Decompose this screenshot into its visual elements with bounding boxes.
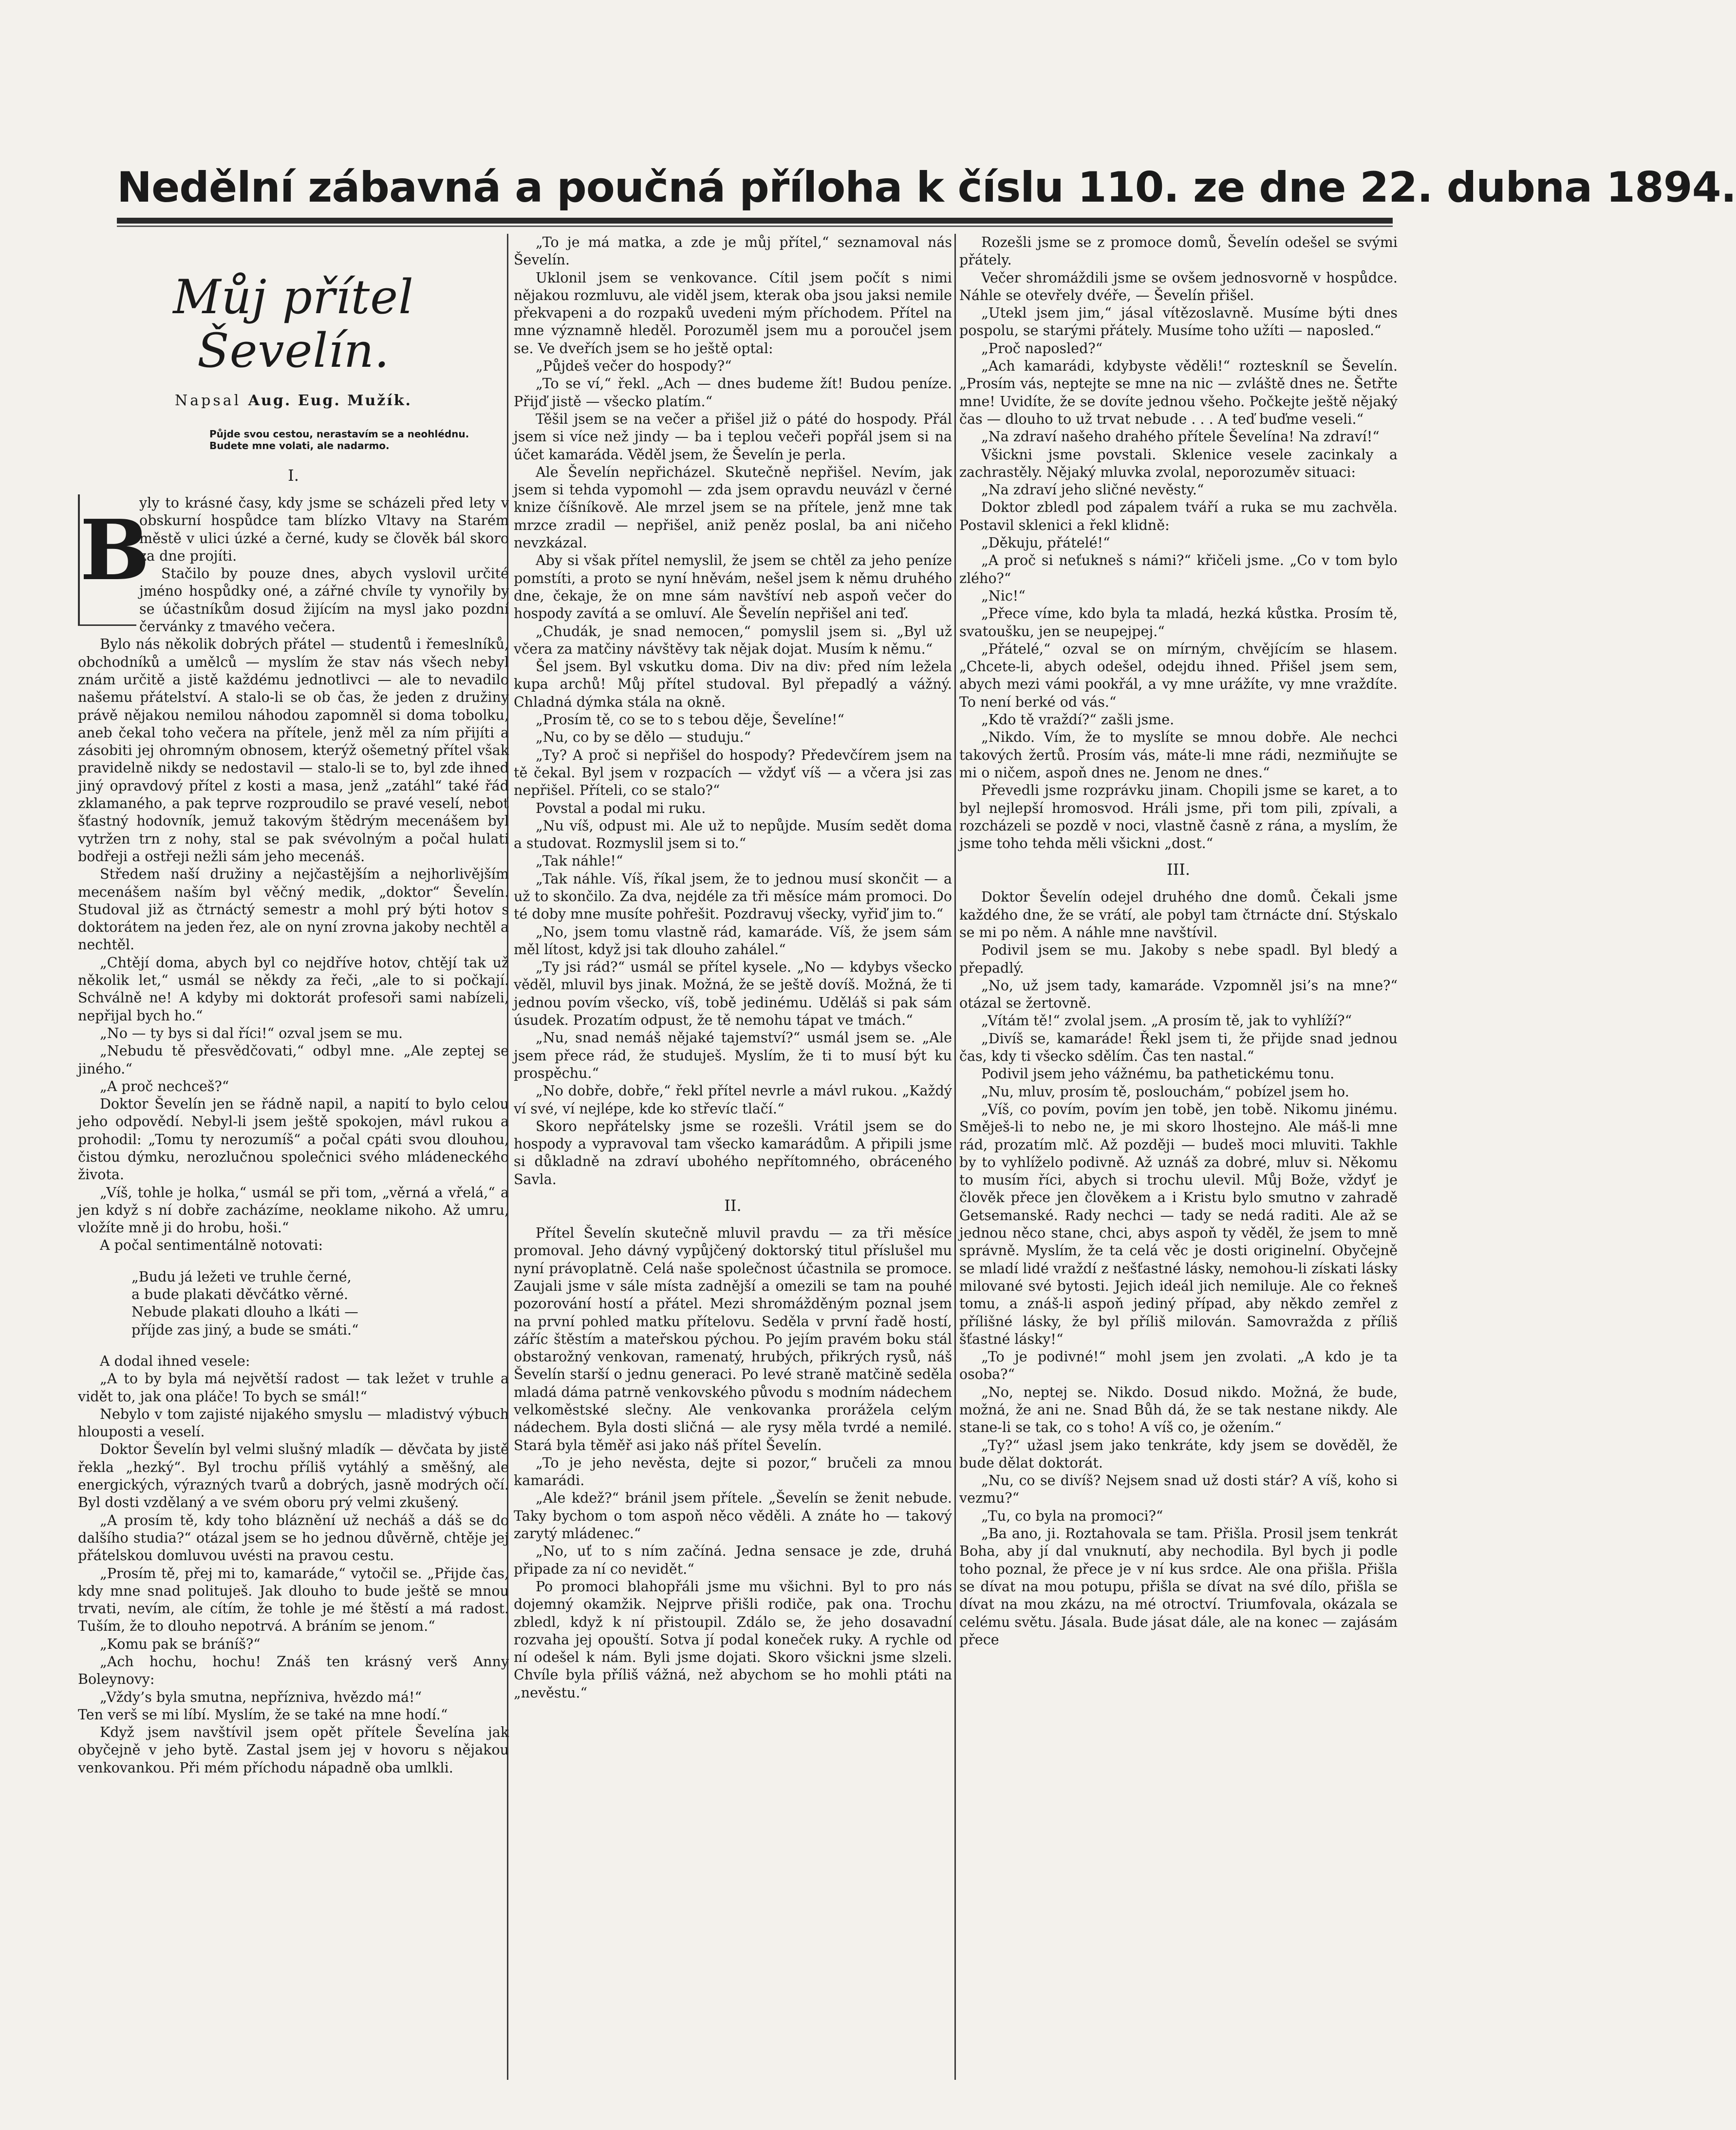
story-title: Můj přítel Ševelín. [173, 270, 414, 378]
paragraph: Uklonil jsem se venkovance. Cítil jsem počít s nimi nějakou rozmluvu, ale viděl jsem, kterak oba jsou jaksi nemile překvapeni a do rozpaků uvedeni mým příchodem. Přítel na mne významně hleděl. Porozuměl jsem mu a poroučel jsem se. Ve dveřích jsem se ho ještě optal: [514, 269, 952, 357]
paragraph: Přítel Ševelín skutečně mluvil pravdu — za tři měsíce promoval. Jeho dávný vypůjčený doktorský titul příslušel mu nyní právoplatně. Celá naše společnost účastnila se promoce. Zaujali jsme v sále místa zadnější a omezili se tam na pouhé pozorování hostí a přátel. Mezi shromážděným poznal jsem na první pohled matku přítelovu. Seděla v první řadě hostí, záříc štěstím a mateřskou pýchou. Po jejím pravém boku stál obstarožný venkovan, ramenatý, hrubých, přikrých rysů, náš Ševelín starší o jednu generaci. Po levé straně matčině seděla mladá dáma patrně venkovského původu s modním nádechem velkoměstské slečny. Ale venkovanka prorážela celým nádechem. Byla dosti sličná — ale rysy měla tvrdé a nemilé. Stará byla těměř asi jako náš přítel Ševelín. [514, 1225, 952, 1453]
paragraph: Ale Ševelín nepřicházel. Skutečně nepřišel. Nevím, jak jsem si tehda vypomohl — zda jsem opravdu neuvázl v černé knize číšníkově. Ale mrzel jsem se na přítele, jenž mne tak mrzce zradil — nepřišel, aniž peněz poslal, ba ani ničeho nevzkázal. [514, 464, 952, 551]
paragraph: „Komu pak se bráníš?“ [100, 1636, 261, 1652]
paragraph: „Nic!“ [981, 587, 1026, 604]
paragraph: „Nu, co se divíš? Nejsem snad už dosti stár? A víš, koho si vezmu?“ [959, 1472, 1398, 1507]
paragraph: „Utekl jsem jim,“ jásal vítězoslavně. Musíme býti dnes pospolu, se starými přátely. Musíme toho užíti — naposled.“ [959, 305, 1398, 339]
motto: Půjde svou cestou, nerastavím se a neohlédnu. Budete mne volati, ale nadarmo. [209, 428, 469, 452]
paragraph: „To je jeho nevěsta, dejte si pozor,“ bručeli za mnou kamarádi. [514, 1454, 952, 1489]
poem-line: „Budu já ležeti ve truhle černé, [131, 1268, 352, 1285]
paragraph: Aby si však přítel nemyslil, že jsem se chtěl za jeho peníze pomstíti, a proto se nyní hněvám, nešel jsem k němu druhého dne, čekaje, že on mne sám navštíví neb aspoň večer do hospody zavítá a se omluví. Ale Ševelín nepřišel ani teď. [514, 552, 952, 622]
paragraph: „Na zdraví našeho drahého přítele Ševelína! Na zdraví!“ [981, 429, 1380, 445]
poem-line: příjde zas jiný, a bude se smáti.“ [131, 1321, 359, 1338]
paragraph: Stačilo by pouze dnes, abych vyslovil určité jméno hospůdky oné, a zářné chvíle ty vynořily by se účastníkům dosud žijícím na mysl jako pozdní červánky z tmavého večera. [139, 565, 509, 635]
paragraph: yly to krásné časy, kdy jsme se scházeli před lety v obskurní hospůdce tam blízko Vltavy na Starém městě v ulici úzké a černé, kudy se člověk bál skoro za dne projíti. [139, 495, 509, 564]
paragraph: „A proč si neťukneš s námi?“ křičeli jsme. „Co v tom bylo zlého?“ [959, 552, 1398, 586]
section-heading: III. [1166, 860, 1191, 879]
section-heading: II. [724, 1196, 742, 1215]
paragraph: Večer shromáždili jsme se ovšem jednosvorně v hospůdce. Náhle se otevřely dvéře, — Ševelín přišel. [959, 269, 1398, 303]
header-rule [117, 218, 1393, 224]
paragraph: „Víš, tohle je holka,“ usmál se při tom, „věrná a vřelá,“ a jen když s ní dobře zacházíme, neoklame nikoho. Až umru, vložíte mně ji do hrobu, hoši.“ [78, 1184, 509, 1236]
column-divider [954, 234, 956, 2080]
paragraph: „Ach hochu, hochu! Znáš ten krásný verš Anny Boleynovy: [78, 1654, 509, 1688]
paragraph: „No — ty bys si dal říci!“ ozval jsem se mu. [100, 1025, 403, 1041]
byline [78, 391, 509, 411]
header-rule-thin [117, 226, 1393, 227]
column-3 [959, 234, 1398, 2094]
poem-line: Nebude plakati dlouho a lkáti — [131, 1304, 358, 1320]
paragraph: „Ty jsi rád?“ usmál se přítel kysele. „No — kdybys všecko věděl, mluvil bys jinak. Možná, že se ještě dovíš. Možná, že ti jednou povím všecko, víš, tobě jedinému. Uděláš si pak sám úsudek. Prozatím odpust, že tě nemohu tápat ve tmách.“ [514, 959, 952, 1029]
paragraph: „Nu, co by se dělo — studuju.“ [536, 729, 751, 746]
paragraph: Doktor Ševelín byl velmi slušný mladík — děvčata by jistě řekla „hezký“. Byl trochu příliš vytáhlý a směšný, ale energických, výrazných tvarů a dobrých, jasně modrých očí. Byl dosti vzdělaný a ve svém oboru prý velmi zkušený. [78, 1441, 509, 1511]
paragraph: „Ty?“ užasl jsem jako tenkráte, kdy jsem se dověděl, že bude dělat doktorát. [959, 1437, 1398, 1471]
paragraph: „Prosím tě, co se to s tebou děje, Ševelíne!“ [536, 712, 844, 728]
paragraph: „Nebudu tě přesvědčovati,“ odbyl mne. „Ale zeptej se jiného.“ [78, 1043, 509, 1077]
paragraph: A počal sentimentálně notovati: [100, 1237, 323, 1254]
paragraph: Doktor Ševelín jen se řádně napil, a napití to bylo celou jeho odpovědí. Nebyl-li jsem ještě spokojen, mávl rukou a prohodil: „Tomu ty nerozumíš“ a počal cpáti svou dlouhou, čistou dýmku, nerozlučnou společnici svého mládeneckého života. [78, 1096, 509, 1183]
paragraph: „Nu, snad nemáš nějaké tajemství?“ usmál jsem se. „Ale jsem přece rád, že studuješ. Myslím, že ti to musí být ku prospěchu.“ [514, 1030, 952, 1081]
paragraph: A dodal ihned vesele: [100, 1353, 250, 1369]
paragraph: Po promoci blahopřáli jsme mu všichni. Byl to pro nás dojemný okamžik. Nejprve přišli rodiče, pak ona. Trochu zbledl, když k ní přistoupil. Zdálo se, že jeho dosavadní rozvaha jej opouští. Sotva jí podal koneček ruky. A rychle od ní odešel k nám. Byli jsme dojati. Skoro všickni jsme slzeli. Chvíle byla příliš vážná, než abychom se ho mohli ptáti na „nevěstu.“ [514, 1578, 952, 1701]
paragraph: „To je podivné!“ mohl jsem jen zvolati. „A kdo je ta osoba?“ [959, 1349, 1398, 1383]
paragraph: „Přece víme, kdo byla ta mladá, hezká kůstka. Prosím tě, svatoušku, jen se neupejpej.“ [959, 605, 1398, 640]
paragraph: „Ty? A proč si nepřišel do hospody? Předevčírem jsem na tě čekal. Byl jsem v rozpacích — vždyť víš — a včera jsi zas nepřišel. Příteli, co se stalo?“ [514, 747, 952, 799]
paragraph: „Kdo tě vraždí?“ zašli jsme. [981, 712, 1175, 728]
paragraph: Ten verš se mi líbí. Myslím, že se také na mne hodí.“ [78, 1706, 448, 1723]
paragraph: Doktor zbledl pod zápalem tváří a ruka se mu zachvěla. Postavil sklenici a řekl klidně: [959, 499, 1398, 533]
paragraph: „Nikdo. Vím, že to myslíte se mnou dobře. Ale nechci takových žertů. Prosím vás, máte-li mne rádi, nezmiňujte se mi o ničem, aspoň dnes ne. Jenom ne dnes.“ [959, 729, 1398, 781]
byline-prefix: Napsal [175, 392, 242, 409]
supplement-header: Nedělní zábavná a poučná příloha k číslu 110. ze dne 22. dubna 1894. [117, 163, 1736, 212]
paragraph: Nebylo v tom zajisté nijakého smyslu — mladistvý výbuch hlouposti a veselí. [78, 1406, 509, 1440]
paragraph: „No, uť to s ním začíná. Jedna sensace je zde, druhá připade za ní co nevidět.“ [514, 1543, 952, 1577]
paragraph: „No, už jsem tady, kamaráde. Vzpomněl jsi’s na mne?“ otázal se žertovně. [959, 977, 1398, 1012]
paragraph: Všickni jsme povstali. Sklenice vesele zacinkaly a zachrastěly. Nějaký mluvka zvolal, neporozuměv situaci: [959, 446, 1398, 480]
paragraph: „To se ví,“ řekl. „Ach — dnes budeme žít! Budou peníze. Přijď jistě — všecko platím.“ [514, 376, 952, 410]
paragraph: „Vítám tě!“ zvolal jsem. „A prosím tě, jak to vyhlíží?“ [981, 1013, 1352, 1029]
paragraph: Podivil jsem se mu. Jakoby s nebe spadl. Byl bledý a přepadlý. [959, 942, 1398, 976]
paragraph: Rozešli jsme se z promoce domů, Ševelín odešel se svými přátely. [959, 234, 1398, 268]
byline-author: Aug. Eug. Mužík. [248, 392, 412, 409]
paragraph: „Chudák, je snad nemocen,“ pomyslil jsem si. „Byl už včera za matčiny návštěvy tak nějak dojat. Musím k němu.“ [514, 623, 952, 657]
paragraph: Šel jsem. Byl vskutku doma. Div na div: před ním ležela kupa archů! Můj přítel studoval. Byl přepadlý a vážný. Chladná dýmka stála na okně. [514, 659, 952, 710]
paragraph: Podivil jsem jeho vážnému, ba pathetickému tonu. [981, 1066, 1335, 1082]
column-2 [514, 234, 952, 2094]
paragraph: „Tak náhle. Víš, říkal jsem, že to jednou musí skončit — a už to skončilo. Za dva, nejdéle za tři měsíce mám promoci. Do té doby mne musíte pohřešit. Pozdravuj všecky, vyřiď jim to.“ [514, 870, 952, 923]
paragraph: „Prosím tě, přej mi to, kamaráde,“ vytočil se. „Přijde čas, kdy mne snad polituješ. Jak dlouho to bude ještě se mnou trvati, nevím, ale cítím, že tohle je mé štěstí a má radost. Tuším, že to dlouho nepotrvá. A bráním se jenom.“ [78, 1565, 509, 1635]
paragraph: „Ba ano, ji. Roztahovala se tam. Přišla. Prosil jsem tenkrát Boha, aby jí dal vnuknutí, aby nechodila. Byl bych ji podle toho poznal, že přece je v ní kus srdce. Ale ona přišla. Přišla se dívat na mou potupu, přišla se dívat na své dílo, přišla se dívat na mou zkázu, na mé otroctví. Triumfovala, okázala se celému světu. Jásala. Bude jásat dále, ale na konec — zajásám přece [959, 1526, 1398, 1648]
paragraph: „Víš, co povím, povím jen tobě, jen tobě. Nikomu jinému. Směješ-li to nebo ne, je mi skoro lhostejno. Ale máš-li mne rád, prozatím mlč. Až později — budeš moci mluviti. Takhle by to vyhlíželo podivně. Až uznáš za dobré, mluv si. Někomu to musím říci, abych si trochu ulevil. Můj Bože, vždyť je člověk přece jen člověkem a i Kristu bylo smutno v zahradě Getsemanské. Rady nechci — tady se nedá raditi. Ale až se jednou něco stane, chci, abys aspoň ty věděl, že jsem to mně správně. Myslím, že ta celá věc je dosti originelní. Obyčejně se mladí lidé vraždí z nešťastné lásky, nemohou-li získati lásky milované své bytosti. Jejich ideál jich nemiluje. Ale co řekneš tomu, a znáš-li aspoň jediný případ, aby někdo zemřel z přílišné lásky, že byl příliš milován. Samovražda z příliš šťastné lásky!“ [959, 1101, 1398, 1347]
ornamental-initial: B [78, 494, 136, 626]
paragraph: Doktor Ševelín odejel druhého dne domů. Čekali jsme každého dne, že se vrátí, ale pobyl tam čtrnácte dní. Stýskalo se mi po něm. A náhle mne navštívil. [959, 889, 1398, 941]
paragraph: „Tu, co byla na promoci?“ [981, 1508, 1163, 1524]
paragraph: „Chtějí doma, abych byl co nejdříve hotov, chtějí tak už několik let,“ usmál se někdy za řeči, „ale to si počkají. Schválně ne! A kdyby mi doktorát profesoři sami nabízeli, nepřijal bych ho.“ [78, 954, 509, 1024]
paragraph: Skoro nepřátelsky jsme se rozešli. Vrátil jsem se do hospody a vypravoval tam všecko kamarádům. A připili jsme si důkladně na zdraví ubohého nepřítomného, obráceného Savla. [514, 1118, 952, 1188]
paragraph: „Ach kamarádi, kdybyste věděli!“ rozteskníl se Ševelín. „Prosím vás, neptejte se mne na nic — zvláště dnes ne. Šetřte mne! Uvidíte, že se dovíte jednou všeho. Počkejte ještě nějaký čas — dlouho to už trvat nebude . . . A teď buďme veseli.“ [959, 358, 1398, 427]
paragraph: „Vždy’s byla smutna, nepříznivа, hvězdo má!“ [100, 1689, 422, 1705]
paragraph: Když jsem navštívil jsem opět přítele Ševelína jak obyčejně v jeho bytě. Zastal jsem jej v hovoru s nějakou venkovankou. Při mém příchodu nápadně oba umlkli. [78, 1724, 509, 1776]
paragraph: „A prosím tě, kdy toho bláznění už necháš a dáš se do dalšího studia?“ otázal jsem se ho jednou důvěrně, chtěje jej přátelskou domluvou uvésti na pravou cestu. [78, 1512, 509, 1564]
column-1 [78, 234, 509, 2094]
section-heading: I. [288, 466, 299, 485]
paragraph: „No, jsem tomu vlastně rád, kamaráde. Víš, že jsem sám měl lítost, když jsi tak dlouho zahálel.“ [514, 924, 952, 958]
paragraph: „No, neptej se. Nikdo. Dosud nikdo. Možná, že bude, možná, že ani ne. Snad Bůh dá, že se tak nestane nikdy. Ale stane-li se tak, co s toho! A víš co, je ožením.“ [959, 1384, 1398, 1436]
opening-paragraph [78, 494, 509, 636]
paragraph: Povstal a podal mi ruku. [536, 800, 706, 816]
paragraph: „No dobře, dobře,“ řekl přítel nevrle a mávl rukou. „Každý ví své, ví nejlépe, kde ko střevíc tlačí.“ [514, 1083, 952, 1117]
paragraph: „Divíš se, kamaráde! Řekl jsem ti, že přijde snad jednou čas, kdy ti všecko sdělím. Čas ten nastal.“ [959, 1030, 1398, 1065]
paragraph: Těšil jsem se na večer a přišel již o páté do hospody. Přál jsem si více než jindy — ba i teplou večeři popřál jsem si na účet kamaráda. Věděl jsem, že Ševelín je perla. [514, 411, 952, 463]
paragraph: „A to by byla má největší radost — tak ležet v truhle a vidět to, jak ona pláče! To bych se smál!“ [78, 1371, 509, 1405]
paragraph: „Ale kdež?“ bránil jsem přítele. „Ševelín se ženit nebude. Taky bychom o tom aspoň něco věděli. A znáte ho — takový zarytý mládenec.“ [514, 1490, 952, 1542]
paragraph: „Nu víš, odpust mi. Ale už to nepůjde. Musím sedět doma a studovat. Rozmyslil jsem si to.“ [514, 817, 952, 852]
paragraph: „Proč naposled?“ [981, 340, 1103, 357]
paragraph: Bylo nás několik dobrých přátel — studentů i řemeslníků, obchodníků a umělců — myslím že stav nás všech nebyl znám určitě a jistě každému jednotlivci — ale to nevadilo našemu přátelství. A stalo-li se ob čas, že jeden z družiny právě nějakou nemilou náhodou zapomněl si doma tobolku, aneb čekal toho večera na přítele, jenž měl za ním přijíti a zásobiti jej ohromným obnosem, kterýž ošemetný přítel však pravidelně nikdy se nedostavil — stalo-li se to, byl zde ihned jiný opravdový přítel z kosti a masa, jenž „zatáhl“ také řád zklamaného, a pak teprve rozproudilo se pravé veselí, neboť šťastný hodovník, jemuž takovým štědrým mecenášem byl vytržen trn z nohy, stal se pak svévolným a počal hulati bodřeji a ostřeji nežli sám jeho mecenáš. [78, 636, 509, 865]
paragraph: „To je má matka, a zde je můj přítel,“ seznamoval nás Ševelín. [514, 234, 952, 268]
paragraph: „Nu, mluv, prosím tě, poslouchám,“ pobízel jsem ho. [981, 1083, 1349, 1100]
paragraph: Převedli jsme rozprávku jinam. Chopili jsme se karet, a to byl nejlepší hromosvod. Hráli jsme, při tom pili, zpívali, a rozcházeli se pozdě v noci, vlastně časně z rána, a myslím, že jsme toho tehda měli všickni „dost.“ [959, 782, 1398, 852]
poem-line: a bude plakati děvčátko věrné. [131, 1286, 349, 1303]
paragraph: „Děkuju, přátelé!“ [981, 535, 1110, 551]
paragraph: „Přátelé,“ ozval se on mírným, chvějícím se hlasem. „Chcete-li, abych odešel, odejdu ihned. Přišel jsem sem, abych mezi vámi pookřál, a vy mne urážíte, vy mne vraždíte. To není berké od vás.“ [959, 641, 1398, 710]
paragraph: „Tak náhle!“ [536, 853, 623, 869]
paragraph: „A proč nechceš?“ [100, 1078, 229, 1094]
paragraph: „Půjdeš večer do hospody?“ [536, 358, 732, 375]
paragraph: Středem naší družiny a nejčastějším a nejhorlivějším mecenášem naším byl věčný medik, „doktor“ Ševelín. Studoval již as čtrnáctý semestr a mohl prý býti hotov s doktorátem na jeden řez, ale on nyní zrovna jakoby nechtěl a nechtěl. [78, 866, 509, 953]
paragraph: „Na zdraví jeho sličné nevěsty.“ [981, 482, 1204, 498]
poem [131, 1268, 509, 1339]
